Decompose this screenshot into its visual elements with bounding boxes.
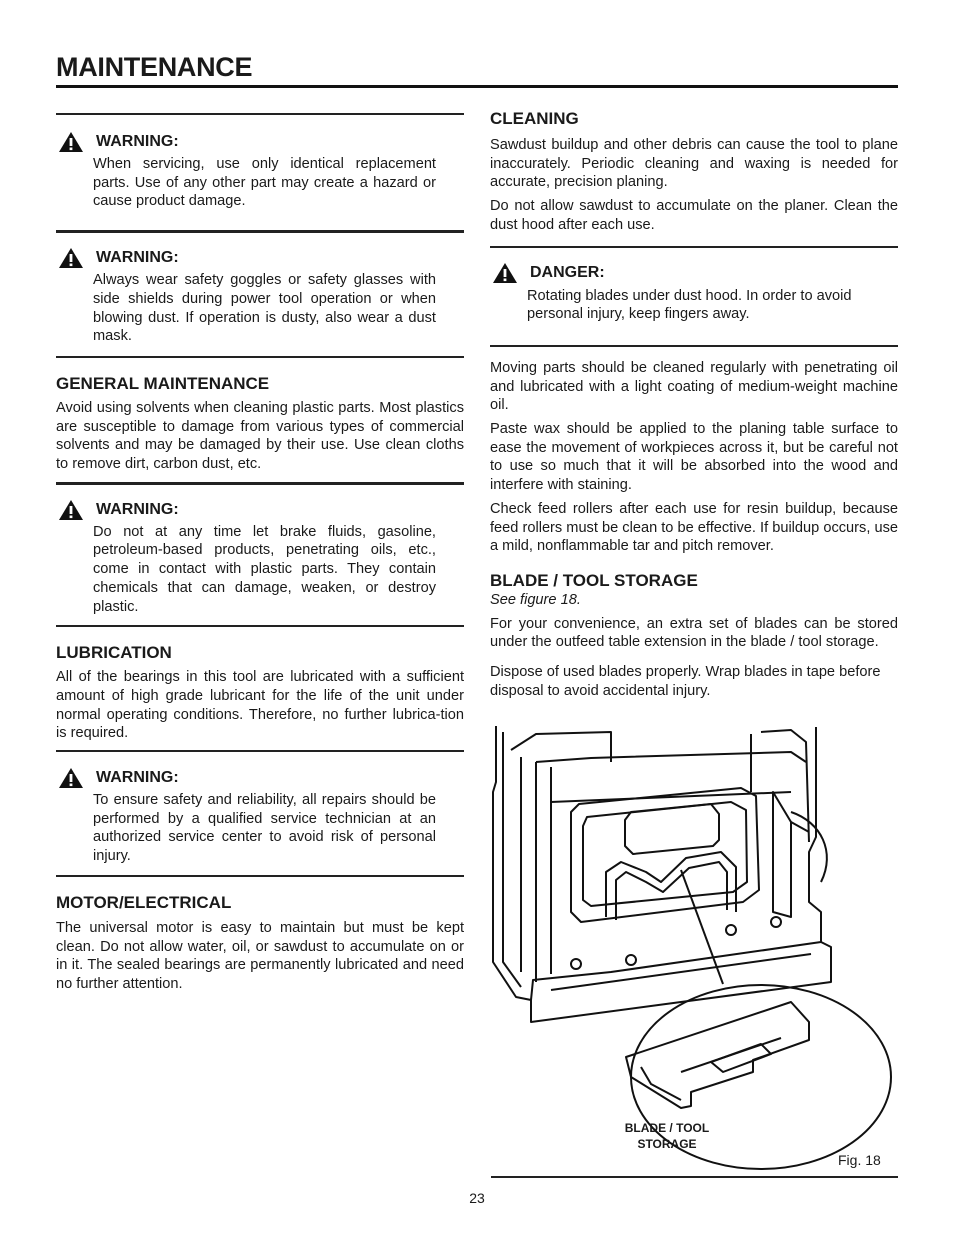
callout-line-2: STORAGE <box>637 1137 697 1151</box>
warning-label: WARNING: <box>96 133 179 150</box>
warning-box <box>56 499 464 617</box>
divider <box>56 750 464 752</box>
warning-label: WARNING: <box>96 769 179 787</box>
warning-box <box>56 767 464 866</box>
right-column <box>490 108 898 700</box>
divider <box>56 625 464 627</box>
divider <box>490 345 898 347</box>
warning-text: To ensure safety and reliability, all repairs should be performed by a qualified service technician at an authorized service center to avoid risk of personal injury. <box>93 792 436 865</box>
section-heading: MOTOR/ELECTRICAL <box>56 892 232 912</box>
warning-triangle-icon <box>58 131 84 153</box>
warning-text: Always wear safety goggles or safety glasses with side shields during power tool operation or when blowing dust. If operation is dusty, also wear a dust mask. <box>93 272 436 345</box>
section-text: Avoid using solvents when cleaning plastic parts. Most plastics are susceptible to damage from various types of commercial solvents and may be damaged by their use. Use clean cloths to remove dirt, carbon dust, etc. <box>56 399 464 473</box>
section-text: All of the bearings in this tool are lubricated with a sufficient amount of high grade lubricant for the life of the unit under normal operating conditions. Therefore, no further lubrica-tion is required. <box>56 669 464 742</box>
warning-box <box>56 247 464 346</box>
warning-triangle-icon <box>58 499 84 521</box>
section-text: Check feed rollers after each use for resin buildup, because feed rollers must be clean to be effective. If buildup occurs, use a mild, nonflammable tar and pitch remover. <box>490 500 898 555</box>
danger-label: DANGER: <box>530 263 605 281</box>
divider <box>56 230 464 233</box>
warning-triangle-icon <box>58 767 84 789</box>
warning-triangle-icon <box>492 262 518 284</box>
callout-line-1: BLADE / TOOL <box>624 1121 710 1135</box>
divider <box>56 875 464 877</box>
danger-box <box>490 262 898 324</box>
warning-text: When servicing, use only identical replacement parts. Use of any other part may create a hazard or cause product damage. <box>93 156 436 210</box>
warning-text: Do not at any time let brake fluids, gasoline, petroleum-based products, penetrating oils, etc., come in contact with plastic parts. They contain chemicals that can damage, weaken, or destroy plastic. <box>93 523 436 615</box>
title-rule <box>56 85 898 88</box>
divider <box>56 356 464 358</box>
divider <box>56 482 464 485</box>
section-heading: CLEANING <box>490 109 579 128</box>
figure-rule <box>491 1176 898 1178</box>
section-text: Paste wax should be applied to the planing table surface to ease the movement of workpieces across it, but be careful not to use so much that it will be absorbed into the wood and interfere with staining. <box>490 421 898 494</box>
danger-text: Rotating blades under dust hood. In order to avoid personal injury, keep fingers away. <box>527 287 852 323</box>
section-heading: LUBRICATION <box>56 643 172 663</box>
section-text: Dispose of used blades properly. Wrap blades in tape before disposal to avoid accidental injury. <box>490 664 881 699</box>
section-text: Moving parts should be cleaned regularly with penetrating oil and lubricated with a light coating of medium-weight machine oil. <box>490 359 898 414</box>
divider <box>490 246 898 248</box>
figure-reference: See figure 18. <box>490 591 581 608</box>
figure-18 <box>491 722 898 1177</box>
warning-label: WARNING: <box>96 249 179 267</box>
section-text: Sawdust buildup and other debris can cause the tool to plane inaccurately. Periodic cleaning and waxing is needed for accurate, precision planing. <box>490 137 898 191</box>
section-text: Do not allow sawdust to accumulate on the planer. Clean the dust hood after each use. <box>490 198 898 233</box>
section-text: For your convenience, an extra set of blades can be stored under the outfeed table extension in the blade / tool storage. <box>490 615 898 651</box>
planer-illustration <box>491 722 898 1177</box>
section-heading: BLADE / TOOL STORAGE <box>490 570 698 590</box>
divider <box>56 113 464 115</box>
warning-label: WARNING: <box>96 500 179 518</box>
left-column <box>56 108 464 994</box>
section-text: The universal motor is easy to maintain but must be kept clean. Do not allow water, oil, or sawdust to accumulate on or in it. The sealed bearings are permanently lubricated and need no further attention. <box>56 919 464 992</box>
page-title: MAINTENANCE <box>56 52 253 82</box>
section-heading: GENERAL MAINTENANCE <box>56 373 270 393</box>
page-number: 23 <box>469 1190 485 1206</box>
figure-number: Fig. 18 <box>838 1152 881 1168</box>
warning-triangle-icon <box>58 247 84 269</box>
warning-box <box>56 131 464 211</box>
